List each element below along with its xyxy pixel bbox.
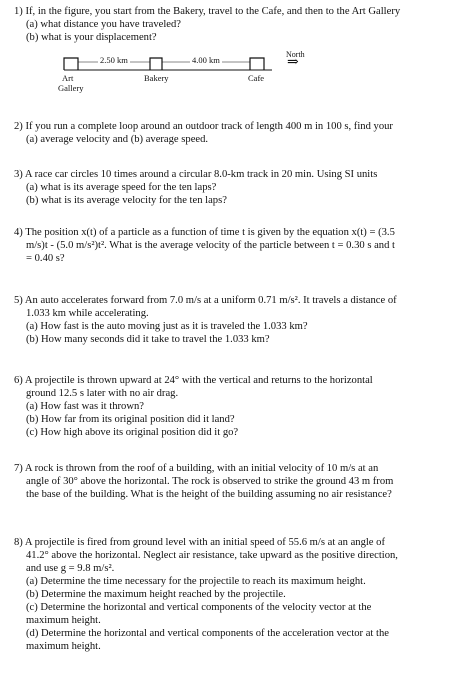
question-2 [14, 120, 466, 146]
question-8-part-a: (a) Determine the time necessary for the projectile to reach its maximum height. [26, 576, 366, 587]
bakery-label: Bakery [144, 73, 169, 83]
question-6-line-2: ground 12.5 s later with no air drag. [26, 388, 179, 399]
cafe-building [250, 58, 264, 70]
cafe-label: Cafe [248, 73, 265, 83]
question-1-part-b: (b) what is your displacement? [26, 32, 157, 43]
question-6-part-a: (a) How fast was it thrown? [26, 401, 144, 412]
gallery-label: Gallery [58, 83, 84, 93]
question-8-part-c-line-1: (c) Determine the horizontal and vertical components of the velocity vector at the [26, 602, 372, 613]
north-arrow-icon: ⇒ [287, 55, 299, 70]
question-7-line-2: angle of 30° above the horizontal. The rock is observed to strike the ground 43 m from [26, 476, 394, 487]
question-3-part-a: (a) what is its average speed for the ten laps? [26, 182, 217, 193]
location-diagram-lines [58, 48, 318, 100]
question-5-line-2: 1.033 km while accelerating. [26, 308, 149, 319]
question-8-line-3: and use g = 9.8 m/s². [26, 563, 115, 574]
bakery-building [150, 58, 162, 70]
location-diagram [58, 48, 318, 100]
art-label: Art [62, 73, 74, 83]
question-7-line-1: 7) A rock is thrown from the roof of a building, with an initial velocity of 10 m/s at an [14, 463, 379, 474]
question-3 [14, 168, 466, 207]
question-6-line-1: 6) A projectile is thrown upward at 24° with the vertical and returns to the horizontal [14, 375, 373, 386]
question-4 [14, 226, 466, 265]
question-8-part-d-line-2: maximum height. [26, 641, 101, 652]
question-3-part-b: (b) what is its average velocity for the ten laps? [26, 195, 227, 206]
question-6 [14, 374, 466, 439]
question-5-part-a: (a) How fast is the auto moving just as it is traveled the 1.033 km? [26, 321, 308, 332]
north-label: North [286, 50, 305, 59]
question-8-part-c-line-2: maximum height. [26, 615, 101, 626]
question-7 [14, 462, 466, 501]
question-5-part-b: (b) How many seconds did it take to travel the 1.033 km? [26, 334, 270, 345]
question-4-line-1: 4) The position x(t) of a particle as a function of time t is given by the equation x(t) = (3.5 [14, 227, 395, 238]
question-3-stem: 3) A race car circles 10 times around a circular 8.0-km track in 20 min. Using SI units [14, 169, 378, 180]
question-2-parts: (a) average velocity and (b) average speed. [26, 134, 209, 145]
question-8 [14, 536, 466, 653]
question-7-line-3: the base of the building. What is the height of the building assuming no air resistance? [26, 489, 392, 500]
question-1-stem: 1) If, in the figure, you start from the Bakery, travel to the Cafe, and then to the Art Gallery [14, 6, 401, 17]
question-1 [14, 5, 466, 44]
question-8-part-b: (b) Determine the maximum height reached by the projectile. [26, 589, 286, 600]
question-5-line-1: 5) An auto accelerates forward from 7.0 m/s at a uniform 0.71 m/s². It travels a distance of [14, 295, 397, 306]
question-6-part-b: (b) How far from its original position did it land? [26, 414, 235, 425]
question-8-part-d-line-1: (d) Determine the horizontal and vertical components of the acceleration vector at the [26, 628, 389, 639]
question-1-part-a: (a) what distance you have traveled? [26, 19, 182, 30]
question-4-line-3: = 0.40 s? [26, 253, 65, 264]
question-5 [14, 294, 466, 346]
question-4-line-2: m/s)t - (5.0 m/s²)t². What is the average velocity of the particle between t = 0.30 s and t [26, 240, 395, 251]
distance-label-2: 4.00 km [192, 55, 220, 65]
question-2-stem: 2) If you run a complete loop around an outdoor track of length 400 m in 100 s, find your [14, 121, 393, 132]
question-6-part-c: (c) How high above its original position did it go? [26, 427, 239, 438]
question-8-line-1: 8) A projectile is fired from ground level with an initial speed of 55.6 m/s at an angle of [14, 537, 385, 548]
distance-label-1: 2.50 km [100, 55, 128, 65]
question-8-line-2: 41.2° above the horizontal. Neglect air resistance, take upward as the positive direction, [26, 550, 398, 561]
art-gallery-building [64, 58, 78, 70]
